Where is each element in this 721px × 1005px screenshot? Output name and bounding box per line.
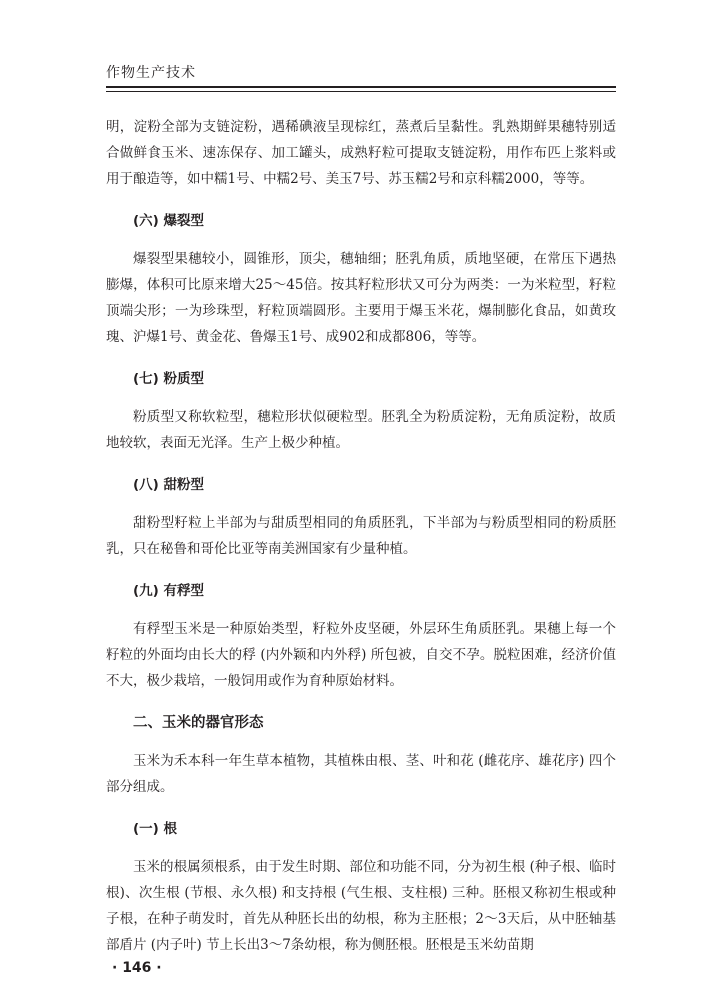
heading-organ-morphology: 二、玉米的器官形态 <box>133 715 264 731</box>
paragraph-popcorn-type: 爆裂型果穗较小，圆锥形，顶尖，穗轴细；胚乳角质，质地坚硬，在常压下遇热膨爆，体积可比原来增大25～45倍。按其籽粒形状又可分为两类：一为米粒型，籽粒顶端尖形；一为珍珠型，籽粒顶端圆形。主要用于爆玉米花，爆制膨化食品，如黄玫瑰、沪爆1号、黄金花、鲁爆玉1号、成902和成都806，等等。 <box>106 251 616 345</box>
page-number: · 146 · <box>112 960 162 976</box>
paragraph-organ-morphology: 玉米为禾本科一年生草本植物，其植株由根、茎、叶和花 (雌花序、雄花序) 四个部分组成。 <box>106 753 616 795</box>
heading-root: (一) 根 <box>133 821 178 837</box>
running-title: 作物生产技术 <box>106 65 196 81</box>
paragraph-starchy-sweet-type: 甜粉型籽粒上半部为与甜质型相同的角质胚乳，下半部为与粉质型相同的粉质胚乳，只在秘鲁和哥伦比亚等南美洲国家有少量种植。 <box>106 515 616 557</box>
heading-floury-type: (七) 粉质型 <box>133 371 205 387</box>
heading-starchy-sweet-type: (八) 甜粉型 <box>133 477 205 493</box>
heading-pod-corn-type: (九) 有稃型 <box>133 583 205 599</box>
paragraph-floury-type: 粉质型又称软粒型，穗粒形状似硬粒型。胚乳全为粉质淀粉，无角质淀粉，故质地较软，表面无光泽。生产上极少种植。 <box>106 409 616 451</box>
paragraph-root: 玉米的根属须根系，由于发生时期、部位和功能不同，分为初生根 (种子根、临时根)、次生根 (节根、永久根) 和支持根 (气生根、支柱根) 三种。胚根又称初生根或种子根，在种子萌发时，首先从种胚长出的幼根，称为主胚根；2～3天后，从中胚轴基部盾片 (内子叶) 节上长出3～7条幼根，称为侧胚根。胚根是玉米幼苗期 <box>106 859 616 953</box>
header-rule-thick <box>106 86 616 88</box>
paragraph-intro: 明，淀粉全部为支链淀粉，遇稀碘液呈现棕红，蒸煮后呈黏性。乳熟期鲜果穗特别适合做鲜食玉米、速冻保存、加工罐头，成熟籽粒可提取支链淀粉，用作布匹上浆料或用于酿造等，如中糯1号、中糯2号、美玉7号、苏玉糯2号和京科糯2000，等等。 <box>106 119 616 187</box>
paragraph-pod-corn-type: 有稃型玉米是一种原始类型，籽粒外皮坚硬，外层环生角质胚乳。果穗上每一个籽粒的外面均由长大的稃 (内外颖和内外稃) 所包被，自交不孕。脱粒困难，经济价值不大，极少栽培，一般饲用或作为育种原始材料。 <box>106 621 616 689</box>
header-rule-thin <box>106 91 616 92</box>
page-body <box>106 114 616 958</box>
heading-popcorn-type: (六) 爆裂型 <box>133 213 205 229</box>
